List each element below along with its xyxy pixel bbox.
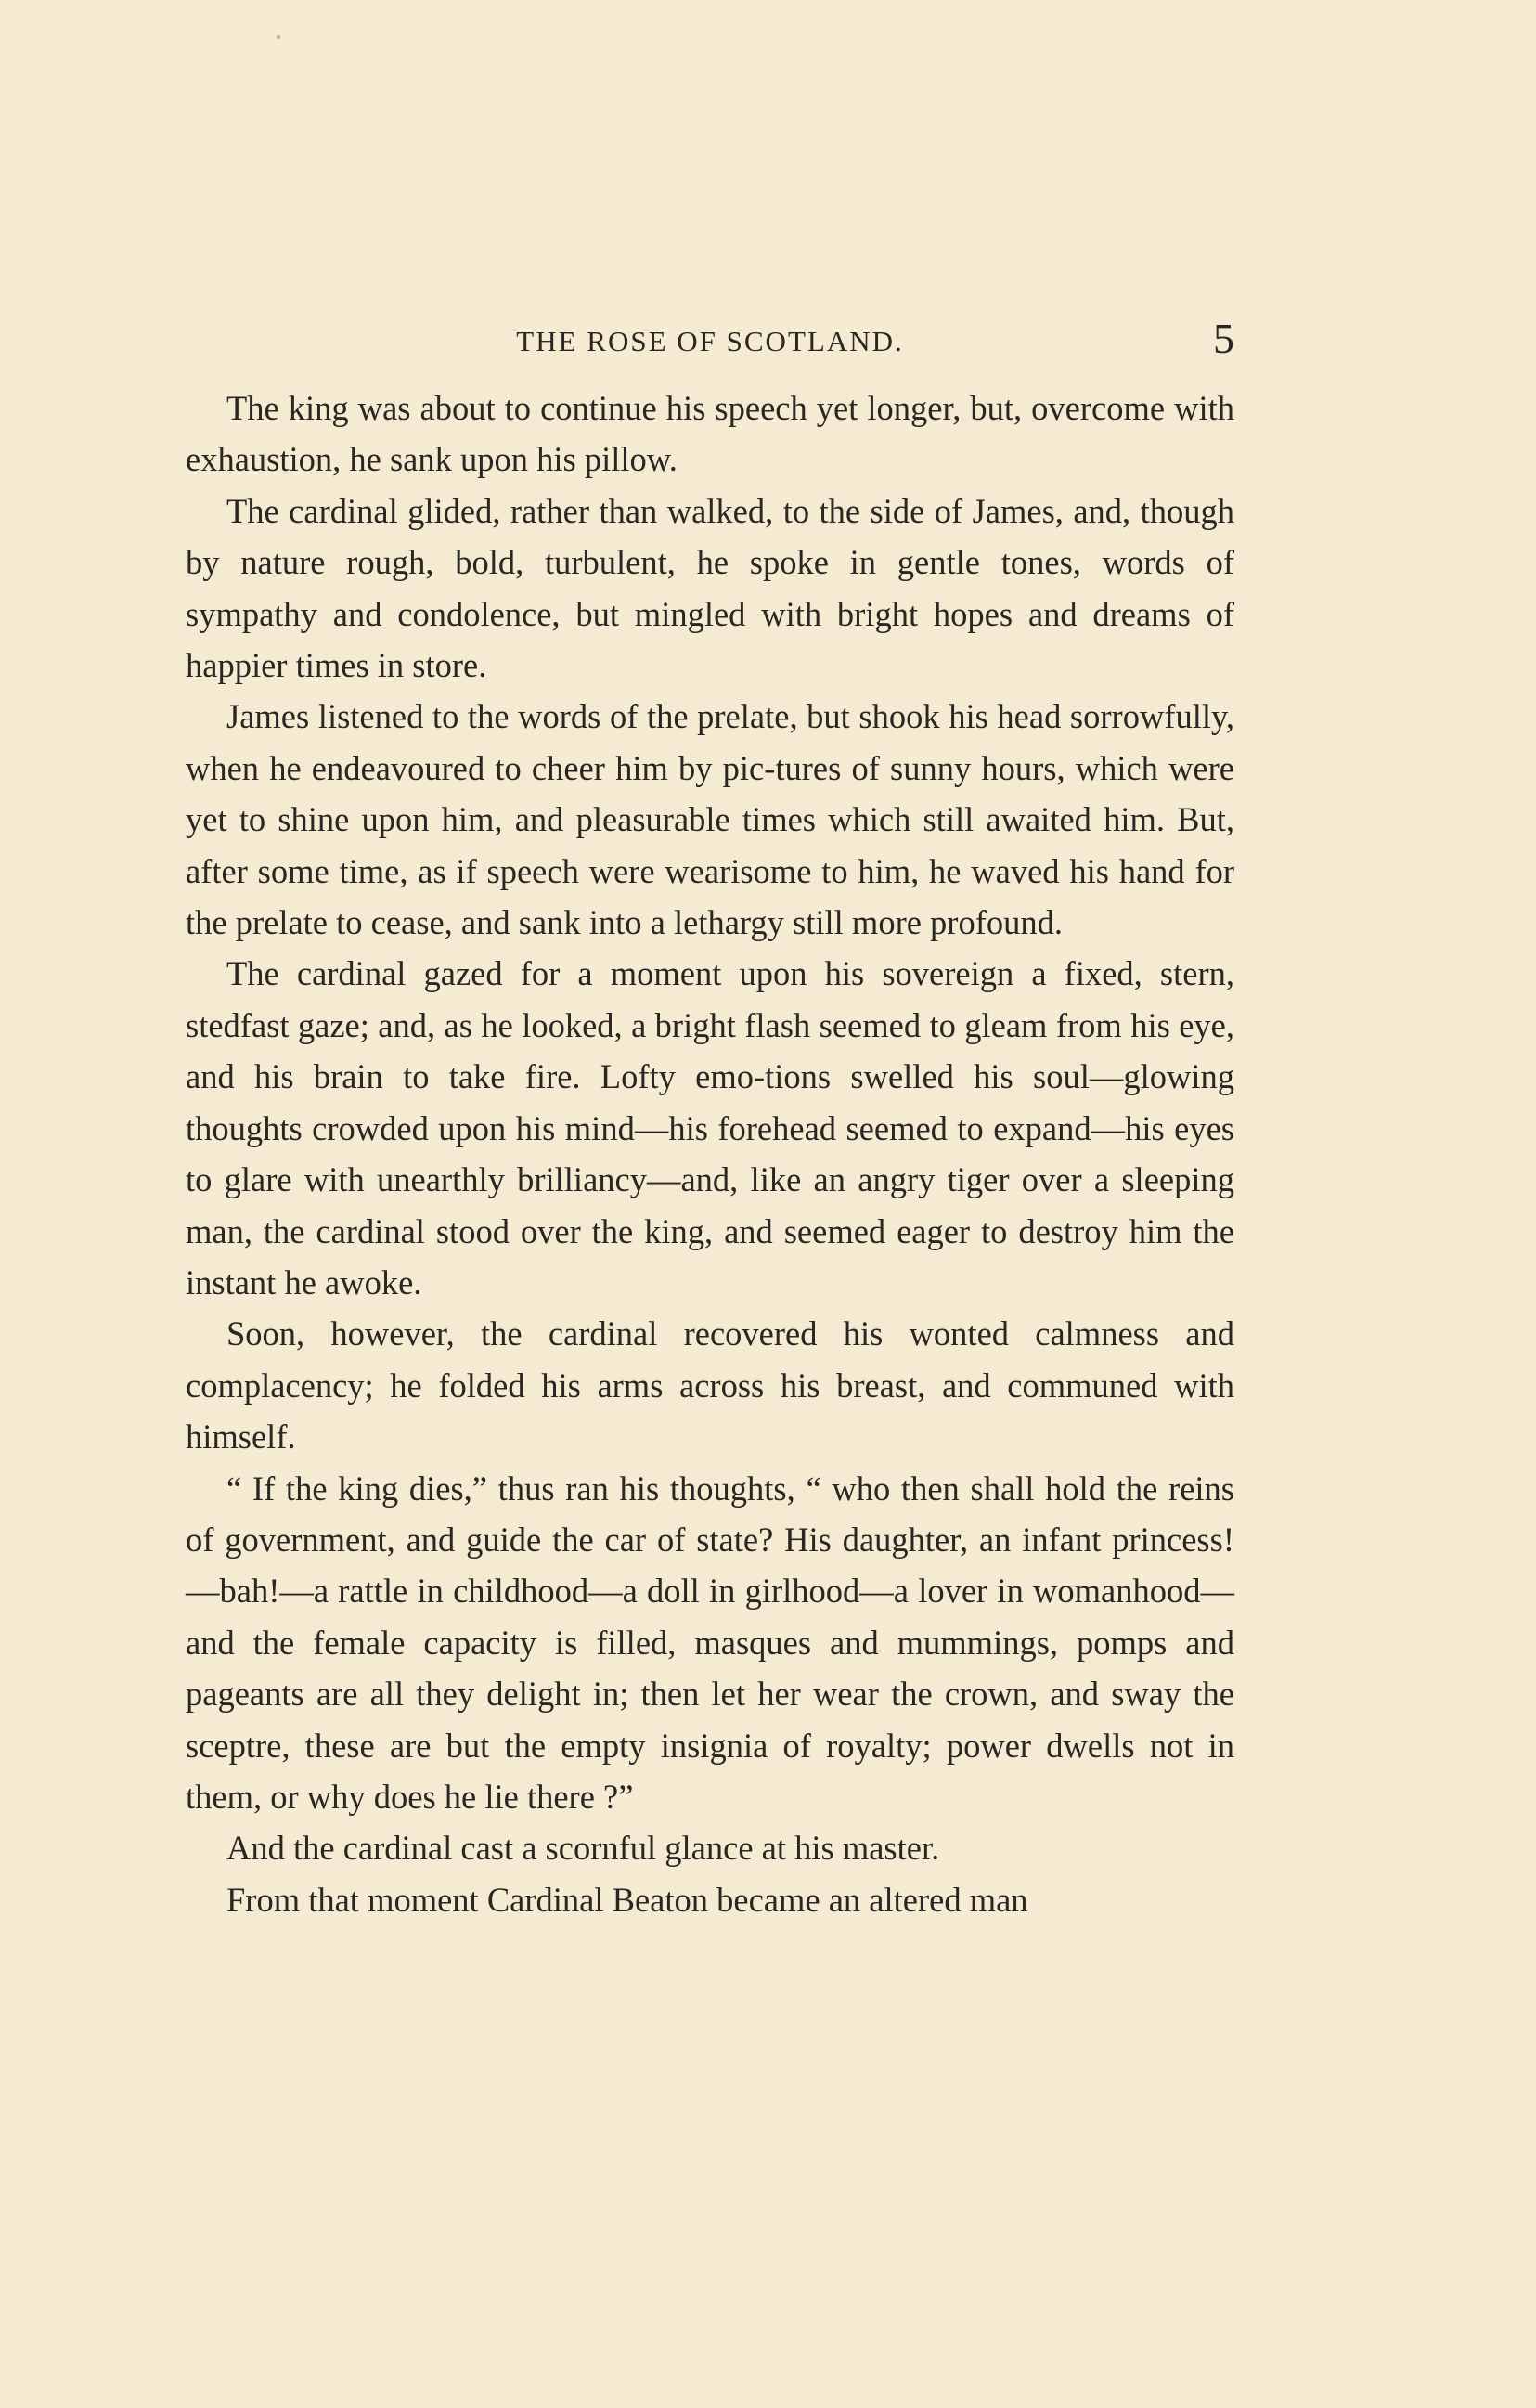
paragraph: And the cardinal cast a scornful glance at his master. xyxy=(226,1829,940,1868)
paper-speck xyxy=(277,35,280,39)
body-text xyxy=(186,382,1234,1925)
paragraph: From that moment Cardinal Beaton became an altered man xyxy=(226,1880,1028,1919)
running-head xyxy=(186,314,1234,369)
paragraph: “ If the king dies,” thus ran his thoughts, “ who then shall hold the reins of government, and guide the car of state? His daughter, an infant princess!—bah!—a rattle in childhood—a doll in girlhood—a lover in womanhood—and the female capacity is filled, masques and mummings, pomps and pageants are all they delight in; then let her wear the crown, and sway the sceptre, these are but the empty insignia of royalty; power dwells not in them, or why does he lie there ?” xyxy=(186,1469,1234,1816)
paragraph: James listened to the words of the prelate, but shook his head sorrowfully, when he endeavoured to cheer him by pic-tures of sunny hours, which were yet to shine upon him, and pleasurable times which still awaited him. But, after some time, as if speech were wearisome to him, he waved his hand for the prelate to cease, and sank into a lethargy still more profound. xyxy=(186,697,1234,942)
paragraph: Soon, however, the cardinal recovered his wonted calmness and complacency; he folded his arms across his breast, and communed with himself. xyxy=(186,1314,1234,1456)
paragraph: The cardinal gazed for a moment upon his sovereign a fixed, stern, stedfast gaze; and, as he looked, a bright flash seemed to gleam from his eye, and his brain to take fire. Lofty emo-tions swelled his soul—glowing thoughts crowded upon his mind—his forehead seemed to expand—his eyes to glare with unearthly brilliancy—and, like an angry tiger over a sleeping man, the cardinal stood over the king, and seemed eager to destroy him the instant he awoke. xyxy=(186,954,1234,1301)
paragraph: The cardinal glided, rather than walked, to the side of James, and, though by nature rough, bold, turbulent, he spoke in gentle tones, words of sympathy and condolence, but mingled with bright hopes and dreams of happier times in store. xyxy=(186,491,1234,685)
page-number: 5 xyxy=(1213,315,1234,362)
running-title: THE ROSE OF SCOTLAND. xyxy=(516,325,904,357)
paragraph: The king was about to continue his speech yet longer, but, overcome with exhaustion, he sank upon his pillow. xyxy=(186,389,1234,479)
